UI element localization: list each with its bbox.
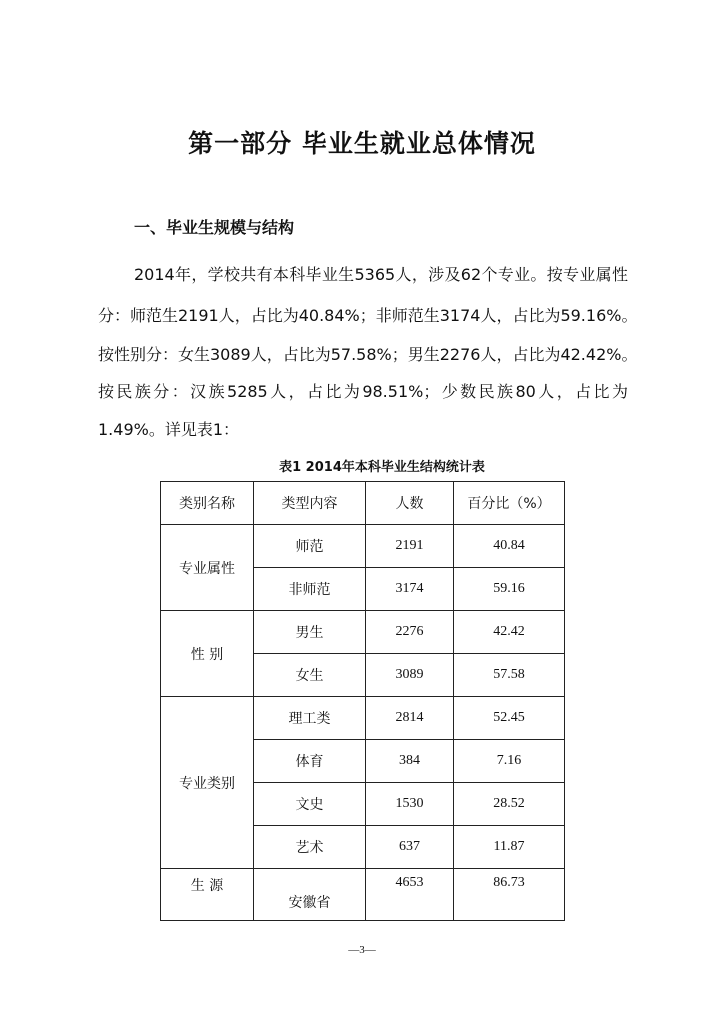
table-row [161, 697, 565, 740]
paragraph-line: 分：师范生2191人，占比为40.84%；非师范生3174人，占比为59.16%。 [98, 306, 638, 325]
type-cell: 师范 [254, 525, 366, 568]
count-cell: 3174 [366, 568, 454, 611]
category-cell: 性 别 [161, 611, 254, 697]
count-cell: 4653 [366, 869, 454, 921]
count-cell: 2276 [366, 611, 454, 654]
type-cell: 女生 [254, 654, 366, 697]
type-cell: 艺术 [254, 826, 366, 869]
table-header-row [161, 482, 565, 525]
category-cell: 专业属性 [161, 525, 254, 611]
paragraph-line: 1.49%。详见表1： [98, 420, 240, 439]
percent-cell: 40.84 [454, 525, 565, 568]
percent-cell: 86.73 [454, 869, 565, 921]
percent-cell: 52.45 [454, 697, 565, 740]
type-cell: 文史 [254, 783, 366, 826]
table-caption: 表1 2014年本科毕业生结构统计表 [279, 460, 485, 475]
type-cell: 男生 [254, 611, 366, 654]
count-cell: 3089 [366, 654, 454, 697]
count-cell: 2191 [366, 525, 454, 568]
count-cell: 1530 [366, 783, 454, 826]
table-row [161, 525, 565, 568]
type-cell: 体育 [254, 740, 366, 783]
table-row [161, 611, 565, 654]
header-count: 人数 [366, 482, 454, 525]
table-row [161, 869, 565, 921]
percent-cell: 42.42 [454, 611, 565, 654]
percent-cell: 7.16 [454, 740, 565, 783]
header-type: 类型内容 [254, 482, 366, 525]
percent-cell: 59.16 [454, 568, 565, 611]
percent-cell: 28.52 [454, 783, 565, 826]
type-cell: 安徽省 [254, 869, 366, 921]
header-percent: 百分比（%） [454, 482, 565, 525]
count-cell: 384 [366, 740, 454, 783]
count-cell: 637 [366, 826, 454, 869]
percent-cell: 57.58 [454, 654, 565, 697]
category-cell: 专业类别 [161, 697, 254, 869]
count-cell: 2814 [366, 697, 454, 740]
header-category: 类别名称 [161, 482, 254, 525]
percent-cell: 11.87 [454, 826, 565, 869]
type-cell: 非师范 [254, 568, 366, 611]
paragraph-line: 按性别分：女生3089人，占比为57.58%；男生2276人，占比为42.42%。 [98, 345, 638, 364]
section-heading: 一、毕业生规模与结构 [134, 218, 295, 237]
paragraph-line: 按民族分：汉族5285人，占比为98.51%；少数民族80人，占比为 [98, 382, 628, 401]
page-title: 第一部分 毕业生就业总体情况 [188, 129, 536, 158]
type-cell: 理工类 [254, 697, 366, 740]
graduate-structure-table [160, 481, 565, 921]
category-cell: 生 源 [161, 869, 254, 921]
page-number: —3— [348, 944, 376, 956]
paragraph-line: 2014年，学校共有本科毕业生5365人，涉及62个专业。按专业属性 [134, 265, 628, 284]
